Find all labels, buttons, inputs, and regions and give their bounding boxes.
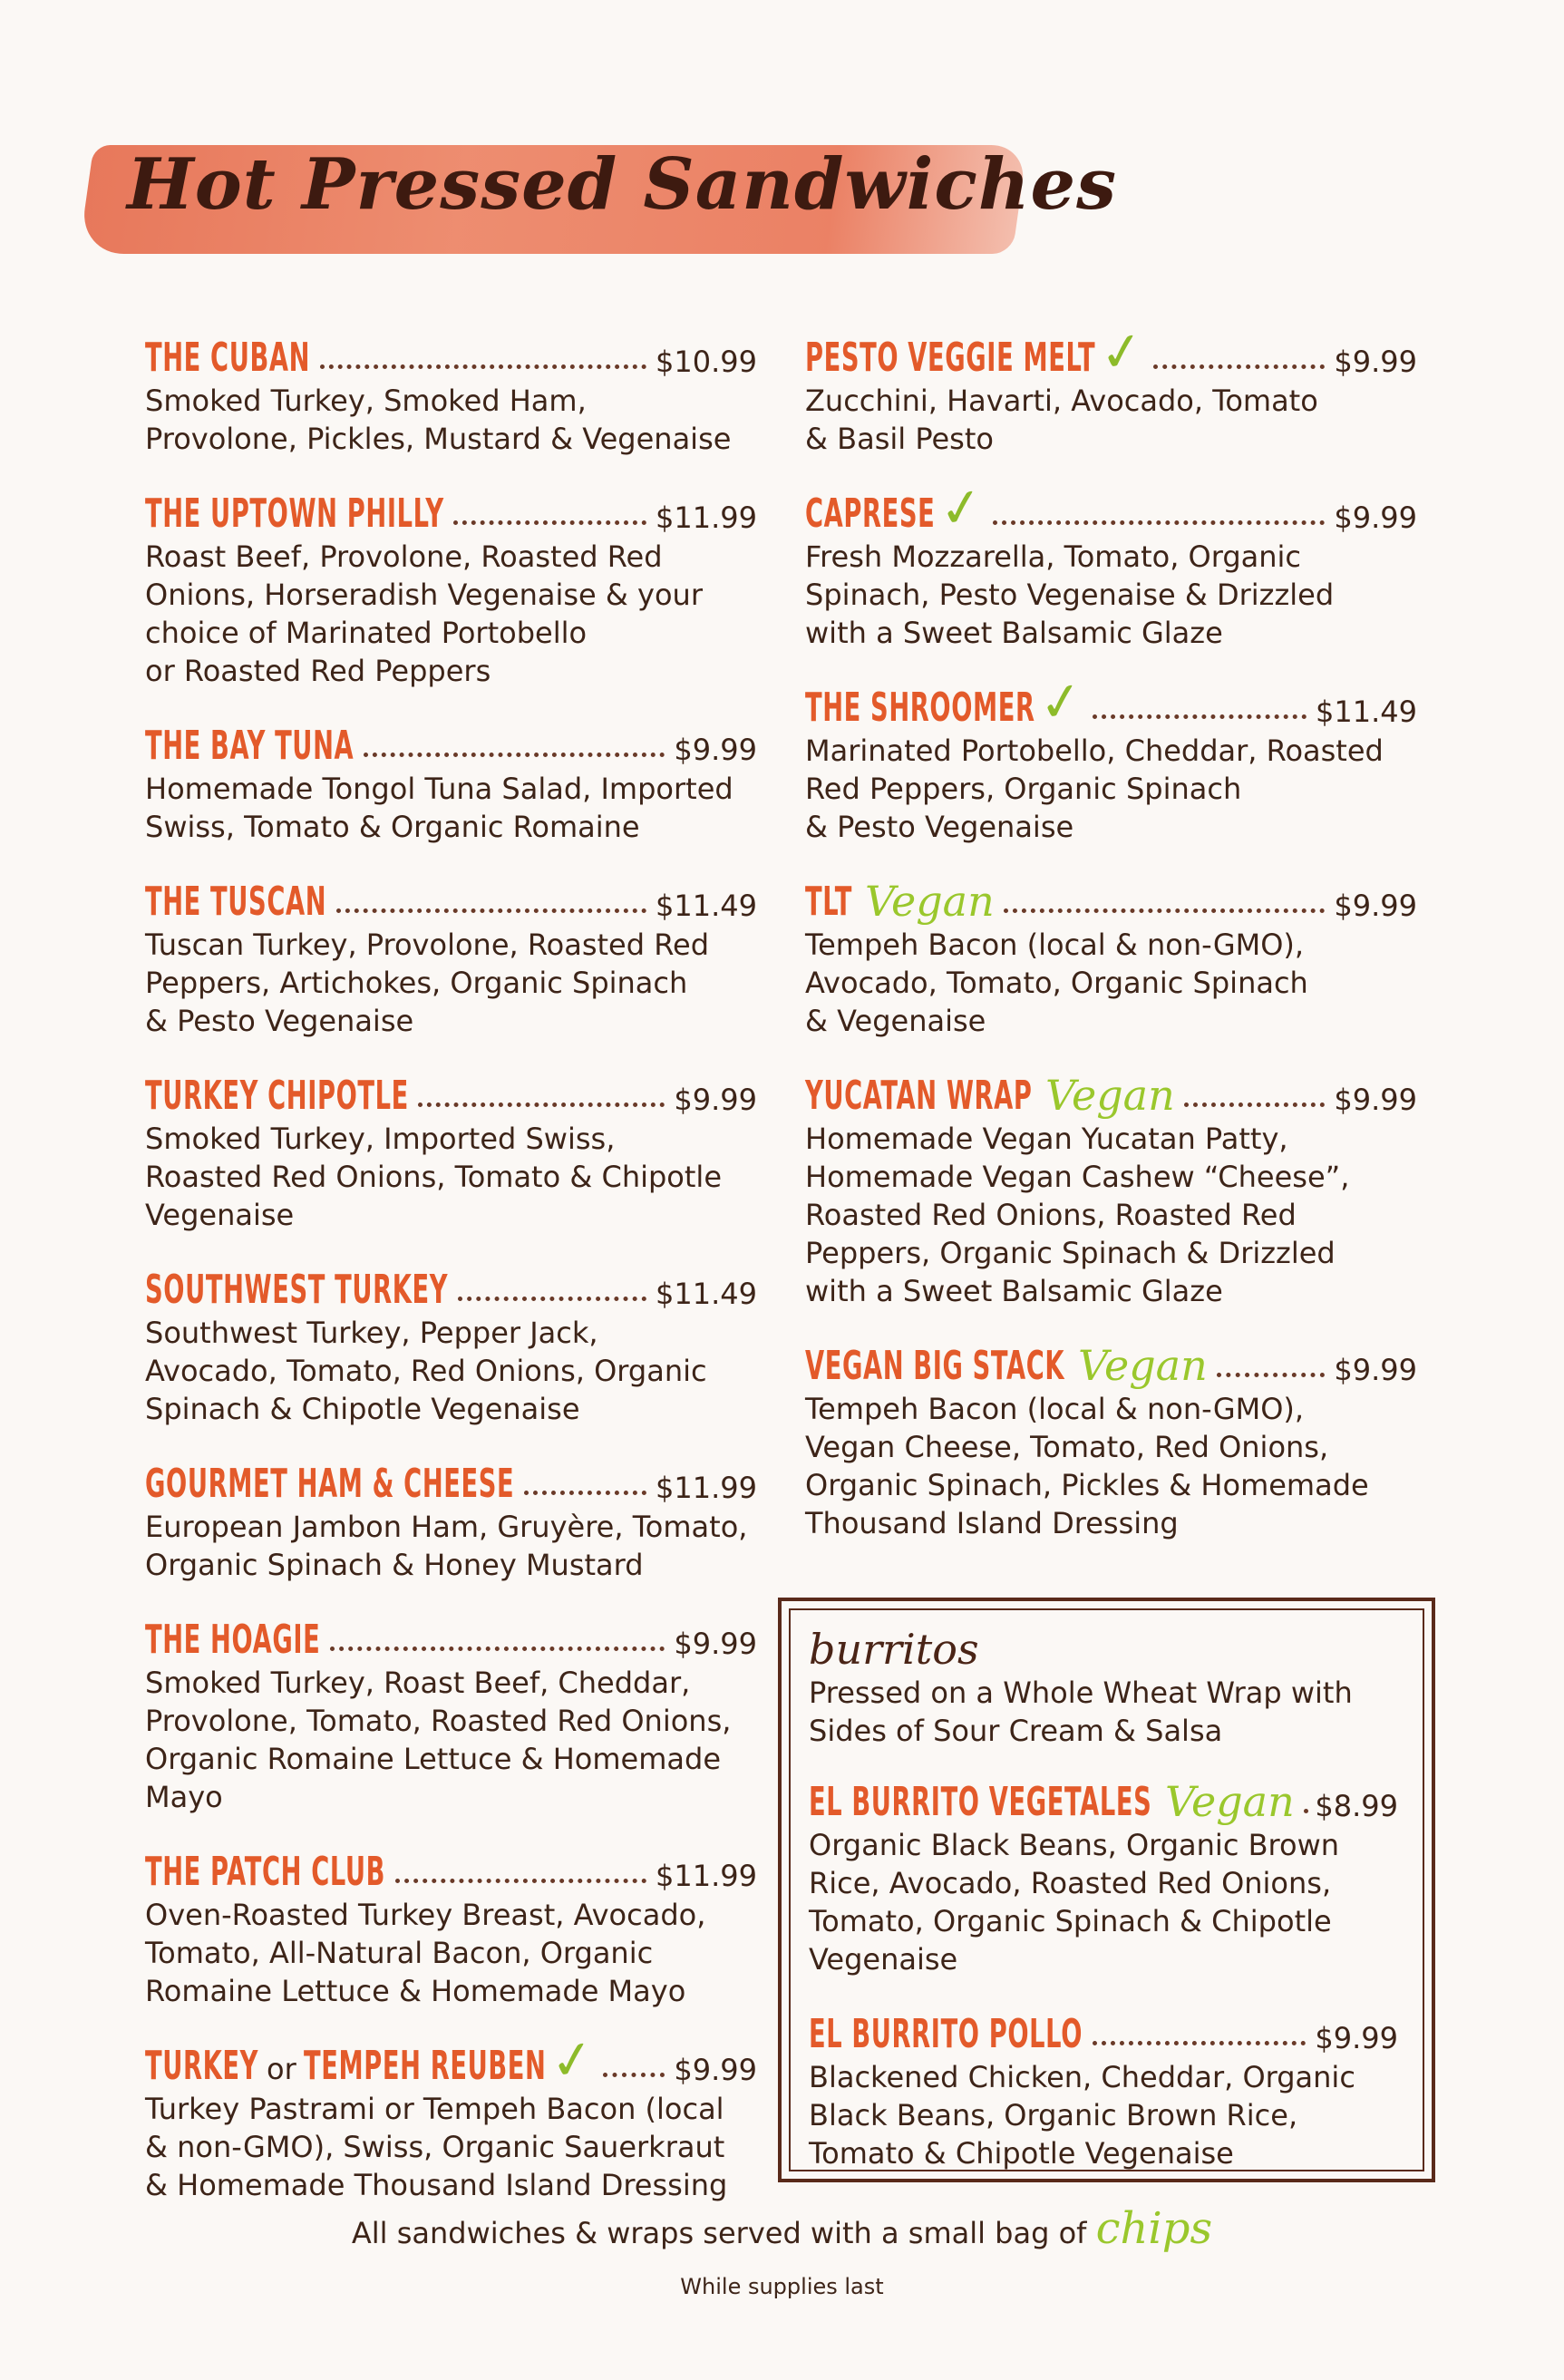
menu-item-header [809, 1766, 1398, 1826]
menu-item [805, 473, 1417, 652]
checkmark-icon: ✓ [1095, 317, 1149, 386]
menu-item-description: European Jambon Ham, Gruyère, Tomato, Organic Spinach & Honey Mustard [145, 1510, 748, 1582]
menu-item-description: Smoked Turkey, Imported Swiss, Roasted Red Onions, Tomato & Chipotle Vegenaise [145, 1122, 722, 1232]
menu-item-name-box [145, 491, 444, 537]
menu-item-header [805, 667, 1417, 736]
menu-item-name-box [303, 2043, 547, 2089]
menu-item-name-box [805, 685, 1035, 731]
menu-item-name: SOUTHWEST TURKEY [145, 1267, 449, 1313]
menu-item-name-box [145, 335, 311, 381]
menu-item [809, 1766, 1398, 1978]
menu-item-description: Smoked Turkey, Roast Beef, Cheddar, Provolone, Tomato, Roasted Red Onions, Organic Romaine Lettuce & Homemade Mayo [145, 1666, 732, 1814]
menu-item-header [145, 1604, 757, 1663]
burritos-box [778, 1598, 1435, 2182]
burritos-subtitle: Pressed on a Whole Wheat Wrap with Sides of Sour Cream & Salsa [809, 1676, 1353, 1748]
menu-item-header [145, 2025, 757, 2094]
menu-item [145, 2025, 757, 2204]
menu-item-name: TURKEY [145, 2043, 259, 2089]
checkmark-icon: ✓ [935, 473, 988, 542]
menu-item-name: THE TUSCAN [145, 879, 327, 925]
or-word: or [267, 2052, 296, 2086]
menu-item-header [805, 317, 1417, 386]
menu-item-name: THE UPTOWN PHILLY [145, 491, 444, 537]
menu-item-header [145, 1060, 757, 1119]
menu-item-price: $9.99 [1334, 1353, 1417, 1387]
menu-item-description: Tempeh Bacon (local & non-GMO), Vegan Cheese, Tomato, Red Onions, Organic Spinach, Pickles & Homemade Thousand Island Dressing [805, 1392, 1369, 1540]
menu-item [805, 667, 1417, 846]
dot-leader [993, 520, 1326, 525]
menu-item-name: CAPRESE [805, 491, 936, 537]
menu-item [145, 1060, 757, 1234]
dot-leader [336, 908, 646, 913]
menu-item-name-box [809, 1779, 1152, 1825]
menu-item-name: EL BURRITO VEGETALES [809, 1779, 1152, 1825]
menu-item-name-box [805, 1343, 1065, 1389]
menu-item-name-box [145, 1073, 409, 1119]
footer-note: While supplies last [680, 2274, 884, 2299]
menu-item-header [145, 322, 757, 381]
menu-item-header [145, 1448, 757, 1507]
dot-leader [320, 364, 646, 369]
menu-item-name-box [145, 2043, 259, 2089]
menu-item-price: $9.99 [1334, 889, 1417, 923]
menu-item-name-box [805, 491, 936, 537]
menu-item-name: VEGAN BIG STACK [805, 1343, 1065, 1389]
menu-item [805, 1060, 1417, 1310]
dot-leader [1093, 714, 1307, 719]
checkmark-icon: ✓ [546, 2025, 598, 2094]
menu-item-price: $9.99 [674, 1083, 757, 1117]
dot-leader [458, 1297, 646, 1301]
menu-item-name: THE CUBAN [145, 335, 311, 381]
menu-item-name-box [805, 879, 852, 925]
burritos-content [809, 1625, 1398, 2192]
menu-item-price: $9.99 [674, 733, 757, 767]
menu-item-description: Turkey Pastrami or Tempeh Bacon (local & non-GMO), Swiss, Organic Sauerkraut & Homemade Thousand Island Dressing [145, 2092, 728, 2202]
menu-item-header [805, 473, 1417, 542]
vegan-label: Vegan [865, 877, 995, 926]
dot-leader [1217, 1373, 1326, 1377]
menu-item-price: $11.99 [656, 1471, 757, 1505]
menu-item-name-box [145, 1617, 321, 1663]
right-column [805, 317, 1417, 1562]
dot-leader [524, 1491, 646, 1495]
menu-item-description: Tuscan Turkey, Provolone, Roasted Red Peppers, Artichokes, Organic Spinach & Pesto Vegenaise [145, 928, 710, 1038]
menu-item [145, 1254, 757, 1428]
menu-item-description: Oven-Roasted Turkey Breast, Avocado, Tomato, All-Natural Bacon, Organic Romaine Lettuce & Homemade Mayo [145, 1898, 706, 2008]
menu-item-name-box [805, 335, 1096, 381]
chips-word: chips [1095, 2203, 1213, 2254]
dot-leader [1184, 1103, 1326, 1107]
menu-item-price: $11.49 [1316, 695, 1417, 729]
menu-item-header [805, 1060, 1417, 1120]
menu-item [145, 710, 757, 846]
menu-item-description: Tempeh Bacon (local & non-GMO), Avocado, Tomato, Organic Spinach & Vegenaise [805, 928, 1308, 1038]
menu-item [809, 1998, 1398, 2172]
menu-item-name: THE BAY TUNA [145, 723, 355, 769]
menu-item [805, 317, 1417, 458]
menu-item [145, 322, 757, 458]
menu-item-name: PESTO VEGGIE MELT [805, 335, 1096, 381]
menu-item-description: Smoked Turkey, Smoked Ham, Provolone, Pickles, Mustard & Vegenaise [145, 384, 732, 456]
menu-item-price: $9.99 [674, 1627, 757, 1661]
menu-item-name: TURKEY CHIPOTLE [145, 1073, 409, 1119]
footer-text: All sandwiches & wraps served with a small bag of [351, 2216, 1087, 2250]
page-title: Hot Pressed Sandwiches [127, 143, 1118, 226]
menu-item-name-box [145, 723, 355, 769]
menu-item-description: Marinated Portobello, Cheddar, Roasted Red Peppers, Organic Spinach & Pesto Vegenaise [805, 733, 1384, 844]
menu-item [145, 1604, 757, 1816]
menu-item-name-box [145, 1849, 386, 1895]
menu-item [145, 866, 757, 1040]
footer-line [0, 2203, 1564, 2254]
menu-item-header [805, 1330, 1417, 1390]
menu-item-price: $9.99 [1315, 2021, 1398, 2055]
menu-item [145, 1448, 757, 1584]
menu-item-price: $9.99 [1334, 500, 1417, 535]
dot-leader [1153, 364, 1326, 369]
dot-leader [1093, 2041, 1306, 2045]
menu-item-price: $11.99 [656, 500, 757, 535]
menu-item-price: $11.99 [656, 1859, 757, 1893]
menu-item-name: THE SHROOMER [805, 685, 1035, 731]
menu-item-price: $11.49 [656, 1277, 757, 1311]
menu-item-description: Homemade Tongol Tuna Salad, Imported Swiss, Tomato & Organic Romaine [145, 772, 733, 844]
dot-leader [603, 2073, 665, 2077]
menu-item-header [145, 710, 757, 769]
menu-item-header [805, 866, 1417, 926]
dot-leader [364, 753, 665, 757]
menu-item-price: $9.99 [674, 2053, 757, 2087]
menu-item [805, 1330, 1417, 1542]
dot-leader [1004, 908, 1326, 913]
menu-item [805, 866, 1417, 1040]
menu-item-description: Roast Beef, Provolone, Roasted Red Onions, Horseradish Vegenaise & your choice of Marinated Portobello or Roasted Red Peppers [145, 539, 703, 688]
menu-item-description: Southwest Turkey, Pepper Jack, Avocado, Tomato, Red Onions, Organic Spinach & Chipotle Vegenaise [145, 1316, 707, 1426]
menu-item-price: $11.49 [656, 889, 757, 923]
menu-item [145, 1836, 757, 2010]
menu-item-description: Organic Black Beans, Organic Brown Rice, Avocado, Roasted Red Onions, Tomato, Organic Spinach & Chipotle Vegenaise [809, 1828, 1340, 1977]
menu-item-price: $10.99 [656, 345, 757, 379]
menu-item-header [145, 478, 757, 537]
vegan-label: Vegan [1165, 1777, 1295, 1826]
menu-item-header [145, 1254, 757, 1313]
menu-item-name-box [145, 879, 327, 925]
menu-item-name-box [145, 1461, 515, 1507]
checkmark-icon: ✓ [1035, 667, 1088, 736]
vegan-label: Vegan [1078, 1341, 1208, 1390]
left-column [145, 322, 757, 2224]
menu-item-name: THE PATCH CLUB [145, 1849, 386, 1895]
menu-item-description: Zucchini, Havarti, Avocado, Tomato & Basil Pesto [805, 384, 1318, 456]
menu-item-name: GOURMET HAM & CHEESE [145, 1461, 515, 1507]
menu-item-price: $9.99 [1334, 345, 1417, 379]
burritos-heading: burritos [809, 1625, 979, 1674]
dot-leader [1304, 1809, 1307, 1813]
menu-item-name: YUCATAN WRAP [805, 1073, 1033, 1119]
menu-item-name: TLT [805, 879, 852, 925]
dot-leader [453, 520, 646, 525]
vegan-label: Vegan [1045, 1071, 1175, 1120]
footer [0, 2203, 1564, 2299]
menu-item-price: $9.99 [1334, 1083, 1417, 1117]
menu-item-description: Homemade Vegan Yucatan Patty, Homemade Vegan Cashew “Cheese”, Roasted Red Onions, Roasted Red Peppers, Organic Spinach & Drizzled with a Sweet Balsamic Glaze [805, 1122, 1350, 1308]
menu-item [145, 478, 757, 690]
menu-item-name-box [809, 2011, 1083, 2057]
menu-item-description: Fresh Mozzarella, Tomato, Organic Spinach, Pesto Vegenaise & Drizzled with a Sweet Balsamic Glaze [805, 539, 1335, 650]
menu-item-price: $8.99 [1315, 1789, 1398, 1823]
menu-item-header [809, 1998, 1398, 2055]
menu-item-description: Blackened Chicken, Cheddar, Organic Black Beans, Organic Brown Rice, Tomato & Chipotle Vegenaise [809, 2060, 1355, 2171]
dot-leader [395, 1879, 646, 1883]
menu-item-header [145, 1836, 757, 1895]
menu-item-name-box [805, 1073, 1033, 1119]
menu-item-name: TEMPEH REUBEN [303, 2043, 547, 2089]
menu-item-name: THE HOAGIE [145, 1617, 321, 1663]
dot-leader [330, 1647, 665, 1651]
title-banner [86, 136, 1118, 263]
menu-item-name: EL BURRITO POLLO [809, 2011, 1083, 2057]
dot-leader [418, 1103, 665, 1107]
menu-item-header [145, 866, 757, 925]
menu-item-name-box [145, 1267, 449, 1313]
